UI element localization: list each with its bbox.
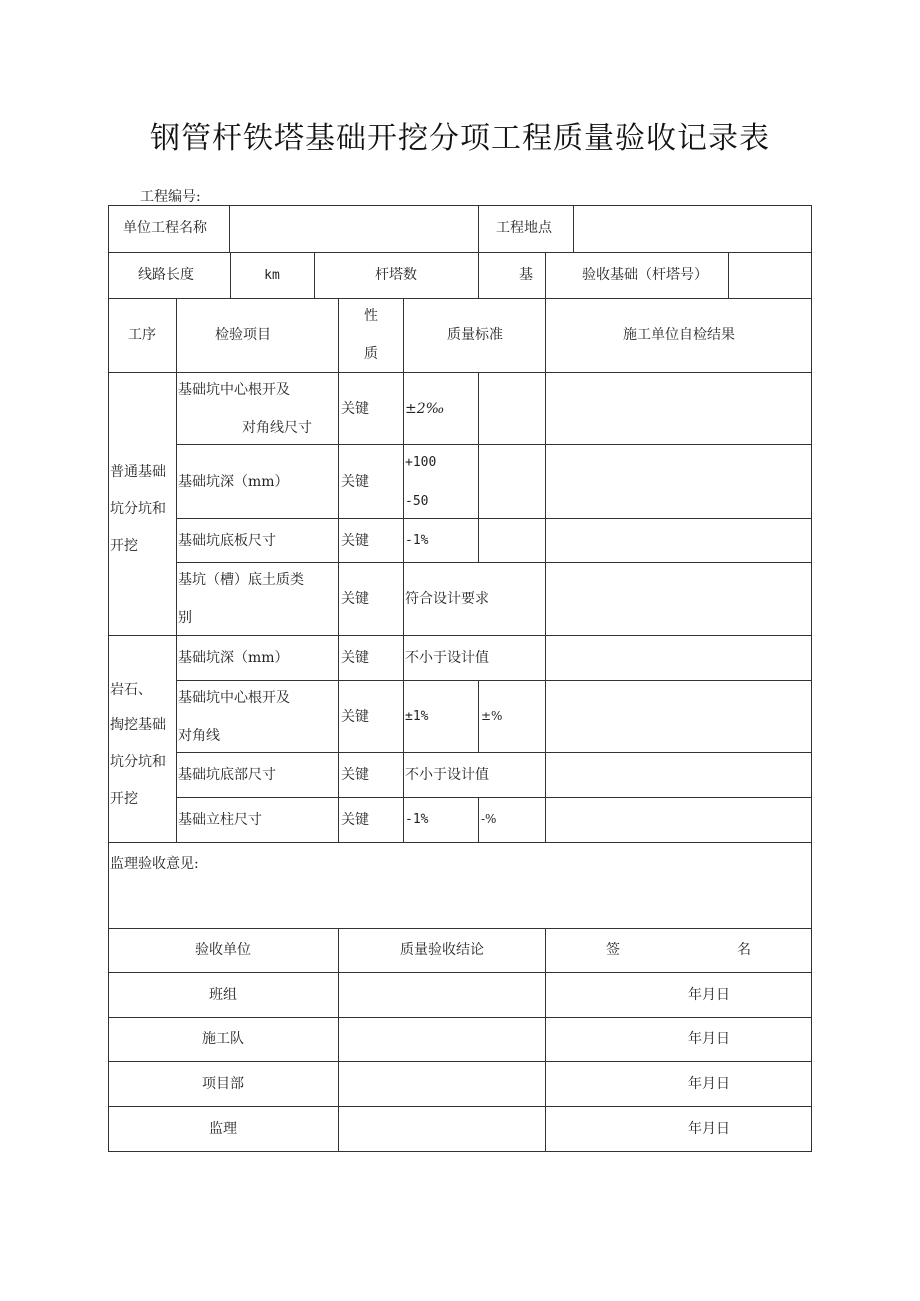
nature-text: 关键 [341,401,369,417]
unit-name-label: 单位工程名称 [123,220,207,236]
sign-unit: 监理 [209,1121,237,1137]
sign-date: 年月日 [688,987,730,1003]
item-text: 基础坑深（mm） [178,650,289,666]
header-nature-1: 性 [364,308,378,324]
standard-text: 不小于设计值 [405,767,489,783]
standard-text: ±1% [405,709,429,724]
sign-unit: 施工队 [202,1031,244,1047]
item-text: 基础坑中心根开及 [178,382,290,398]
group-label-line: 普通基础 [110,464,166,480]
tower-count-label: 杆塔数 [375,267,417,283]
sign-header-sign: 签 [606,942,620,958]
km-unit: km [264,268,280,283]
supervision-label: 监理验收意见: [110,856,199,872]
location-label: 工程地点 [496,220,552,236]
item-text: 基础坑中心根开及 [178,690,290,706]
nature-text: 关键 [341,533,369,549]
line-length-label: 线路长度 [138,267,194,283]
group-label-line: 岩石、 [110,682,152,698]
nature-text: 关键 [341,812,369,828]
base-unit: 基 [519,267,533,283]
item-text: 基础立柱尺寸 [178,812,262,828]
sign-header-name: 名 [737,942,751,958]
sign-date: 年月日 [688,1121,730,1137]
nature-text: 关键 [341,709,369,725]
item-text: 基础坑底部尺寸 [178,767,276,783]
item-text: 别 [178,610,192,626]
standard-text: -50 [405,494,429,509]
header-self-check: 施工单位自检结果 [623,327,735,343]
group-label-line: 开挖 [110,791,138,807]
sign-date: 年月日 [688,1031,730,1047]
header-item: 检验项目 [215,327,271,343]
item-text: 基础坑深（mm） [178,474,289,490]
item-text: 基础坑底板尺寸 [178,533,276,549]
header-process: 工序 [128,327,156,343]
sign-unit: 班组 [209,987,237,1003]
sign-unit: 项目部 [202,1076,244,1092]
header-nature-2: 质 [364,346,378,362]
nature-text: 关键 [341,474,369,490]
nature-text: 关键 [341,650,369,666]
item-text: 对角线 [178,728,220,744]
sign-date: 年月日 [688,1076,730,1092]
nature-text: 关键 [341,591,369,607]
item-text: 基坑（槽）底土质类 [178,572,304,588]
standard-text: -1% [405,812,429,827]
standard-extra: ±% [481,709,503,723]
standard-text: ±2‰ [405,401,445,417]
standard-text: 不小于设计值 [405,650,489,666]
standard-extra: -% [481,812,497,826]
standard-text: +100 [405,455,437,470]
sign-header-unit: 验收单位 [195,942,251,958]
group-label-line: 掏挖基础 [110,717,166,733]
nature-text: 关键 [341,767,369,783]
group-label-line: 坑分坑和 [110,754,166,770]
group-label-line: 坑分坑和 [110,501,166,517]
sign-header-conclusion: 质量验收结论 [400,942,484,958]
page-title: 钢管杆铁塔基础开挖分项工程质量验收记录表 [150,121,770,156]
table-border [109,206,812,1152]
standard-text: -1% [405,533,429,548]
project-no-label: 工程编号: [140,189,201,205]
item-text: 对角线尺寸 [242,420,312,436]
acceptance-base-label: 验收基础（杆塔号） [582,267,708,283]
group-label-line: 开挖 [110,538,138,554]
header-standard: 质量标准 [447,327,503,343]
standard-text: 符合设计要求 [405,591,489,607]
